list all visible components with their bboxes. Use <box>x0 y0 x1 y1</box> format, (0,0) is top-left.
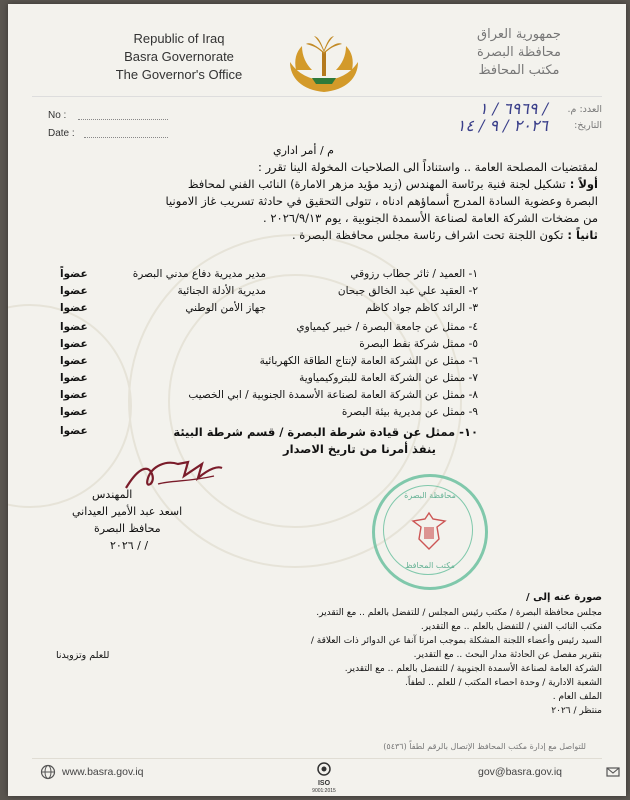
signer-date: / / ٢٠٢٦ <box>110 539 149 552</box>
member-1-name: ١- العميد / ثائر حطاب رزوقي <box>350 268 478 280</box>
iso-badge <box>304 761 344 794</box>
member-7-name: ٧- ممثل عن الشركة العامة للبتروكيمياوية <box>299 372 478 384</box>
iso-label: ISO <box>317 780 331 787</box>
member-2-role: مديرية الأدلة الجنائية <box>177 285 266 297</box>
header-arabic <box>444 26 594 80</box>
footer-email[interactable]: gov@basra.gov.iq <box>478 766 563 778</box>
member-5-name: ٥- ممثل شركة نفط البصرة <box>359 338 478 350</box>
date-label-ar: التاريخ: <box>574 120 602 131</box>
member-7-status: عضوا <box>60 372 88 384</box>
cc-item-5: الشركة العامة لصناعة الأسمدة الجنوبية / للتفضل بالعلم .. مع التقدير. <box>344 664 602 674</box>
item-one-line3: من مضخات الشركة العامة لصناعة الأسمدة الجنوبية ، يوم ٢٠٢٦/٩/١٣ . <box>263 211 598 225</box>
date-label-en: Date : <box>48 128 75 139</box>
member-9-name: ٩- ممثل عن مديرية بيئة البصرة <box>341 406 478 418</box>
member-3-name: ٣- الرائد كاظم جواد كاظم <box>365 302 478 314</box>
item-one-line2: البصرة وعضوية السادة المدرج أسماؤهم ادناه ، تتولى التحقيق في حادثة تسريب غاز الامونيا <box>165 194 598 208</box>
cc-item-2: مكتب النائب الفني / للتفضل بالعلم .. مع التقدير. <box>420 622 602 632</box>
eagle-emblem-icon <box>411 509 447 555</box>
header-divider <box>32 96 602 97</box>
header-ar-line3: مكتب المحافظ <box>478 63 560 78</box>
subject: م / أمر اداري <box>273 144 334 157</box>
no-label-en: No : <box>48 110 67 121</box>
signature-scribble-icon <box>118 454 228 498</box>
official-stamp <box>372 474 488 590</box>
member-6-status: عضوا <box>60 355 88 367</box>
member-10-status: عضوا <box>60 425 88 437</box>
member-4-status: عضوا <box>60 321 88 333</box>
signer-position: محافظ البصرة <box>94 522 161 535</box>
item-one-marker: أولاً : <box>565 177 598 191</box>
item-one-text: تشكيل لجنة فنية برئاسة المهندس (زيد مؤيد مزهر الامارة) النائب الفني لمحافظ <box>187 177 566 191</box>
date-value: ٢٠٢٦ / ٩ / ١٤ <box>456 116 548 135</box>
signer-name: اسعد عبد الأمير العيداني <box>72 505 183 518</box>
footer-website[interactable]: www.basra.gov.iq <box>62 766 144 778</box>
effective-clause: ينفذ أمرنا من تاريخ الاصدار <box>283 442 436 456</box>
cc-item-3: السيد رئيس وأعضاء اللجنة المشكلة بموجب امرنا آنفا عن الدوائر ذات العلاقة / <box>310 636 602 646</box>
email-icon <box>606 765 620 779</box>
member-1-status: عضواً <box>60 268 88 280</box>
cc-item-7: الملف العام . <box>552 692 602 702</box>
cc-item-1: مجلس محافظة البصرة / مكتب رئيس المجلس / للتفضل بالعلم .. مع التقدير. <box>316 608 602 618</box>
globe-icon <box>40 764 56 780</box>
header-en-line2: Basra Governorate <box>124 49 234 64</box>
basra-emblem-icon <box>284 34 364 96</box>
cc-side-note: للعلم وتزويدنا <box>56 650 110 661</box>
stamp-bottom-text: مكتب المحافظ <box>405 561 455 570</box>
item-one-line1 <box>188 177 598 191</box>
member-1-role: مدير مديرية دفاع مدني البصرة <box>132 268 266 280</box>
cc-item-6: الشعبة الادارية / وحدة احصاء المكتب / للعلم .. لطفاً. <box>405 678 602 688</box>
member-2-status: عضوا <box>60 285 88 297</box>
signer-title: المهندس <box>92 488 133 501</box>
cc-item-4: بتقرير مفصل عن الحادثة مدار البحث .. مع التقدير. <box>413 650 602 660</box>
header-en-line3: The Governor's Office <box>115 67 243 82</box>
cc-heading: صورة عنه إلى / <box>526 592 602 603</box>
iso-mark-icon <box>313 762 335 776</box>
iso-code: 9001:2015 <box>312 788 336 794</box>
member-6-name: ٦- ممثل عن الشركة العامة لإنتاج الطاقة الكهربائية <box>259 355 478 367</box>
cc-item-8: منتظر / ٢٠٢٦ <box>551 706 602 716</box>
member-10-name: ١٠- ممثل عن قيادة شرطة البصرة / قسم شرطة البيئة <box>173 425 478 439</box>
header-english <box>104 30 254 84</box>
header-ar-line1: جمهورية العراق <box>477 27 561 42</box>
preamble: لمقتضيات المصلحة العامة .. واستناداً الى الصلاحيات المخولة الينا تقرر : <box>257 160 598 174</box>
letter-sheet <box>8 4 626 796</box>
number-value: ٦٩٦٩ / ١ / <box>478 99 548 118</box>
member-8-status: عضوا <box>60 389 88 401</box>
footer-divider <box>32 758 602 759</box>
item-two-marker: ثانياً : <box>563 228 598 242</box>
contact-note: للتواصل مع إدارة مكتب المحافظ الإتصال بالرقم لطفاً (٥٤٣٦) <box>383 742 586 751</box>
stamp-top-text: محافظة البصرة <box>404 491 456 500</box>
header-ar-line2: محافظة البصرة <box>476 45 562 60</box>
member-3-status: عضوا <box>60 302 88 314</box>
member-2-name: ٢- العقيد علي عبد الخالق جبحان <box>337 285 478 297</box>
item-two-text: تكون اللجنة تحت اشراف رئاسة مجلس محافظة البصرة . <box>292 228 564 242</box>
number-label-ar: العدد: م. <box>567 104 602 115</box>
member-4-name: ٤- ممثل عن جامعة البصرة / خبير كيمياوي <box>296 321 478 333</box>
member-3-role: جهاز الأمن الوطني <box>185 302 266 314</box>
member-9-status: عضوا <box>60 406 88 418</box>
item-two-line <box>292 228 598 242</box>
no-line <box>78 119 168 120</box>
header-en-line1: Republic of Iraq <box>133 31 225 46</box>
member-8-name: ٨- ممثل عن الشركة العامة لصناعة الأسمدة الجنوبية / ابي الخصيب <box>188 389 478 401</box>
date-line <box>84 137 168 138</box>
member-5-status: عضوا <box>60 338 88 350</box>
